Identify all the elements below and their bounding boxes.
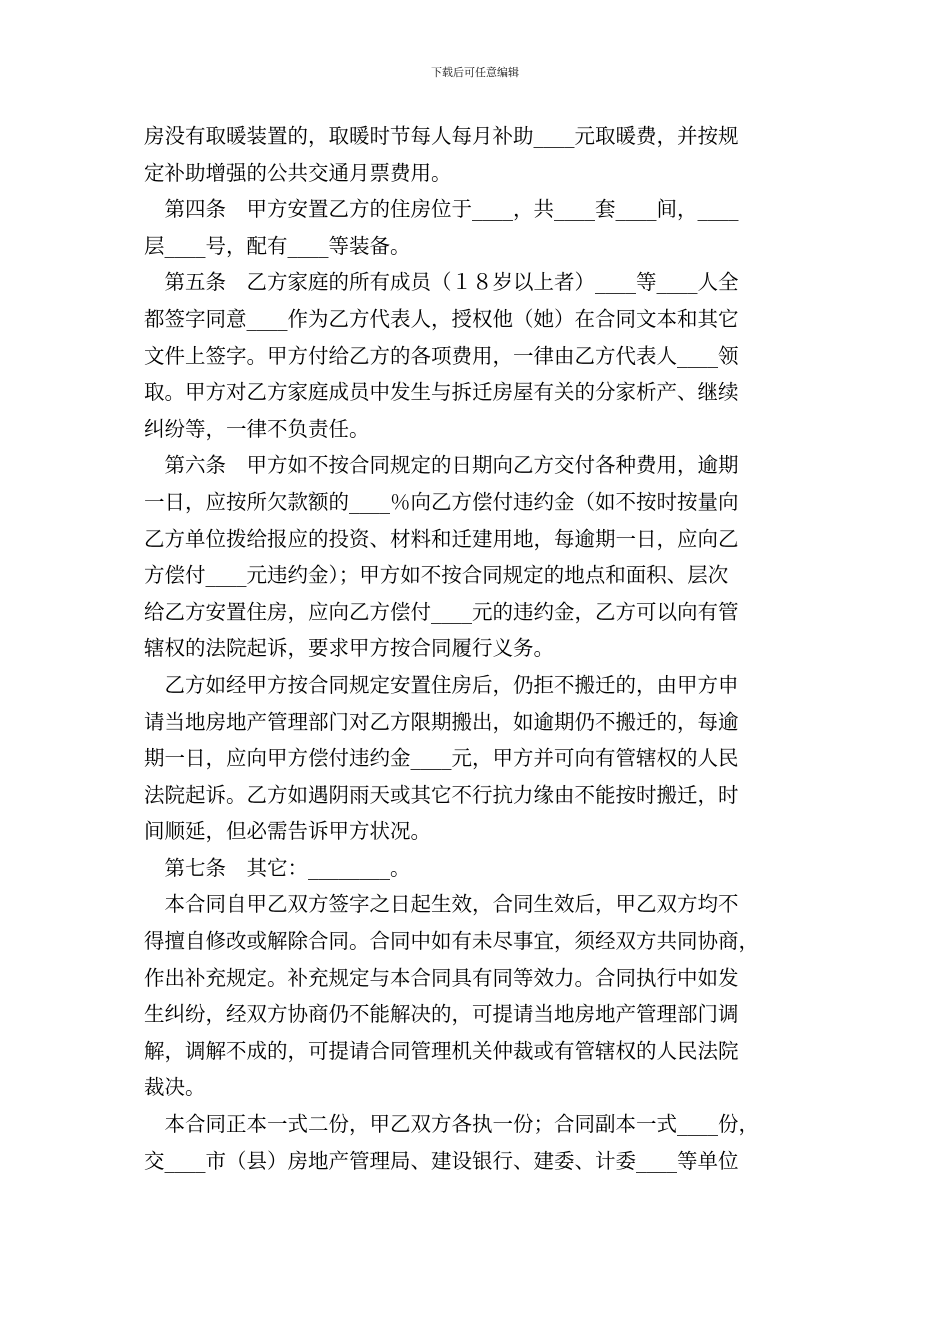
text-line: 作出补充规定。补充规定与本合同具有同等效力。合同执行中如发 xyxy=(144,965,739,990)
text-line: 间顺延，但必需告诉甲方状况。 xyxy=(144,819,431,844)
text-line: 本合同自甲乙双方签字之日起生效，合同生效后，甲乙双方均不 xyxy=(144,892,739,917)
text-line: 给乙方安置住房，应向乙方偿付____元的违约金，乙方可以向有管 xyxy=(144,599,739,624)
text-line: 法院起诉。乙方如遇阴雨天或其它不行抗力缘由不能按时搬迁，时 xyxy=(144,782,739,807)
text-line: 本合同正本一式二份，甲乙双方各执一份；合同副本一式____份， xyxy=(144,1112,759,1137)
text-line: 辖权的法院起诉，要求甲方按合同履行义务。 xyxy=(144,636,554,661)
text-line: 纠纷等，一律不负责任。 xyxy=(144,416,370,441)
text-line: 乙方如经甲方按合同规定安置住房后，仍拒不搬迁的，由甲方申 xyxy=(144,672,739,697)
text-line: 方偿付____元违约金）；甲方如不按合同规定的地点和面积、层次 xyxy=(144,563,729,588)
page-header-note: 下载后可任意编辑 xyxy=(431,66,519,79)
text-line: 房没有取暖装置的，取暖时节每人每月补助____元取暖费，并按规 xyxy=(144,124,739,148)
document-body xyxy=(144,118,814,1179)
text-line: 解，调解不成的，可提请合同管理机关仲裁或有管辖权的人民法院 xyxy=(144,1038,739,1063)
text-line: 取。甲方对乙方家庭成员中发生与拆迁房屋有关的分家析产、继续 xyxy=(144,380,739,405)
text-line: 第四条 甲方安置乙方的住房位于____，共____套____间，____ xyxy=(144,197,739,222)
text-line: 一日，应按所欠款额的____％向乙方偿付违约金（如不按时按量向 xyxy=(144,489,739,514)
text-line: 第六条 甲方如不按合同规定的日期向乙方交付各种费用，逾期 xyxy=(144,453,739,478)
text-line: 第五条 乙方家庭的所有成员（１８岁以上者）____等____人全 xyxy=(144,270,739,295)
text-line: 期一日，应向甲方偿付违约金____元，甲方并可向有管辖权的人民 xyxy=(144,746,739,771)
text-line: 文件上签字。甲方付给乙方的各项费用，一律由乙方代表人____领 xyxy=(144,343,739,368)
text-line: 请当地房地产管理部门对乙方限期搬出，如逾期仍不搬迁的，每逾 xyxy=(144,709,739,734)
text-line: 交____市（县）房地产管理局、建设银行、建委、计委____等单位 xyxy=(144,1148,739,1173)
text-line: 定补助增强的公共交通月票费用。 xyxy=(144,160,452,185)
text-line: 得擅自修改或解除合同。合同中如有未尽事宜，须经双方共同协商， xyxy=(144,929,759,954)
text-line: 乙方单位拨给报应的投资、材料和迁建用地，每逾期一日，应向乙 xyxy=(144,526,739,551)
text-line: 生纠纷，经双方协商仍不能解决的，可提请当地房地产管理部门调 xyxy=(144,1002,739,1027)
text-line: 第七条 其它：________。 xyxy=(144,855,411,880)
text-line: 裁决。 xyxy=(144,1075,206,1100)
text-line: 层____号，配有____等装备。 xyxy=(144,233,411,258)
text-line: 都签字同意____作为乙方代表人，授权他（她）在合同文本和其它 xyxy=(144,306,739,331)
